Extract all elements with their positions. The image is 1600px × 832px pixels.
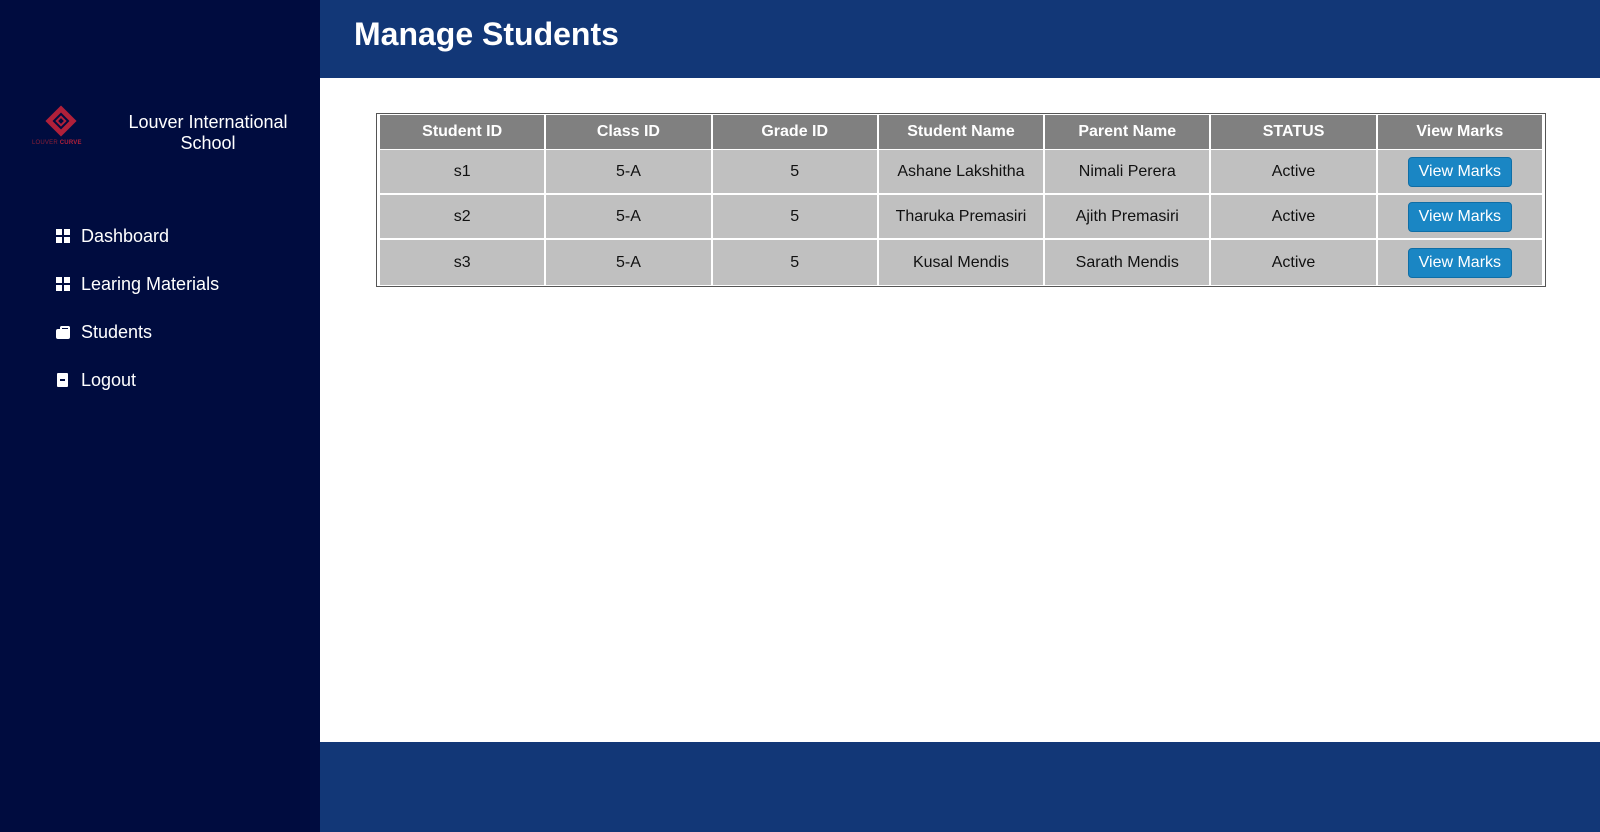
- cell-status: Active: [1211, 240, 1375, 285]
- cell-student-id: s1: [380, 150, 544, 195]
- cell-parent-name: Nimali Perera: [1045, 150, 1209, 195]
- cell-student-name: Ashane Lakshitha: [879, 150, 1043, 195]
- sidebar-nav: [56, 212, 219, 404]
- table-header-row: [380, 115, 1542, 150]
- page-title: Manage Students: [354, 16, 619, 52]
- table-row: [380, 150, 1542, 195]
- cell-student-name: Tharuka Premasiri: [879, 195, 1043, 240]
- cell-status: Active: [1211, 150, 1375, 195]
- cell-student-id: s2: [380, 195, 544, 240]
- cell-grade-id: 5: [713, 150, 877, 195]
- cell-student-id: s3: [380, 240, 544, 285]
- sidebar-item-logout[interactable]: [56, 356, 219, 404]
- column-header-student-id: Student ID: [380, 115, 544, 150]
- sidebar: [0, 0, 320, 832]
- sidebar-item-label: Students: [81, 321, 153, 342]
- column-header-status: STATUS: [1211, 115, 1375, 150]
- sidebar-item-dashboard[interactable]: [56, 212, 219, 260]
- cell-class-id: 5-A: [546, 150, 710, 195]
- brand: [30, 104, 300, 164]
- view-marks-button[interactable]: View Marks: [1408, 202, 1512, 232]
- dashboard-icon: [56, 229, 70, 243]
- cell-action: [1378, 240, 1542, 285]
- sidebar-item-label: Dashboard: [81, 225, 170, 246]
- cell-grade-id: 5: [713, 195, 877, 240]
- sidebar-item-label: Logout: [81, 369, 137, 390]
- column-header-class-id: Class ID: [546, 115, 710, 150]
- column-header-grade-id: Grade ID: [713, 115, 877, 150]
- cell-parent-name: Sarath Mendis: [1045, 240, 1209, 285]
- cell-student-name: Kusal Mendis: [879, 240, 1043, 285]
- cell-class-id: 5-A: [546, 195, 710, 240]
- sidebar-item-label: Learing Materials: [81, 273, 220, 294]
- page-header: [320, 0, 1600, 78]
- column-header-parent-name: Parent Name: [1045, 115, 1209, 150]
- column-header-view-marks: View Marks: [1378, 115, 1542, 150]
- table-row: [380, 195, 1542, 240]
- view-marks-button[interactable]: View Marks: [1408, 157, 1512, 187]
- cell-parent-name: Ajith Premasiri: [1045, 195, 1209, 240]
- page-footer: [320, 742, 1600, 832]
- cell-action: [1378, 150, 1542, 195]
- logout-icon: [56, 373, 70, 387]
- column-header-student-name: Student Name: [879, 115, 1043, 150]
- students-table-container: [376, 113, 1546, 287]
- school-name: Louver International School: [128, 112, 288, 153]
- cell-class-id: 5-A: [546, 240, 710, 285]
- briefcase-icon: [56, 325, 70, 339]
- logo-wordmark: LOUVER CURVE: [32, 140, 82, 146]
- sidebar-item-students[interactable]: [56, 308, 219, 356]
- table-row: [380, 240, 1542, 285]
- grid-icon: [56, 277, 70, 291]
- students-table: [378, 115, 1544, 285]
- view-marks-button[interactable]: View Marks: [1408, 248, 1512, 278]
- school-logo[interactable]: [30, 108, 94, 150]
- cell-status: Active: [1211, 195, 1375, 240]
- cell-grade-id: 5: [713, 240, 877, 285]
- cell-action: [1378, 195, 1542, 240]
- sidebar-item-learning-materials[interactable]: [56, 260, 219, 308]
